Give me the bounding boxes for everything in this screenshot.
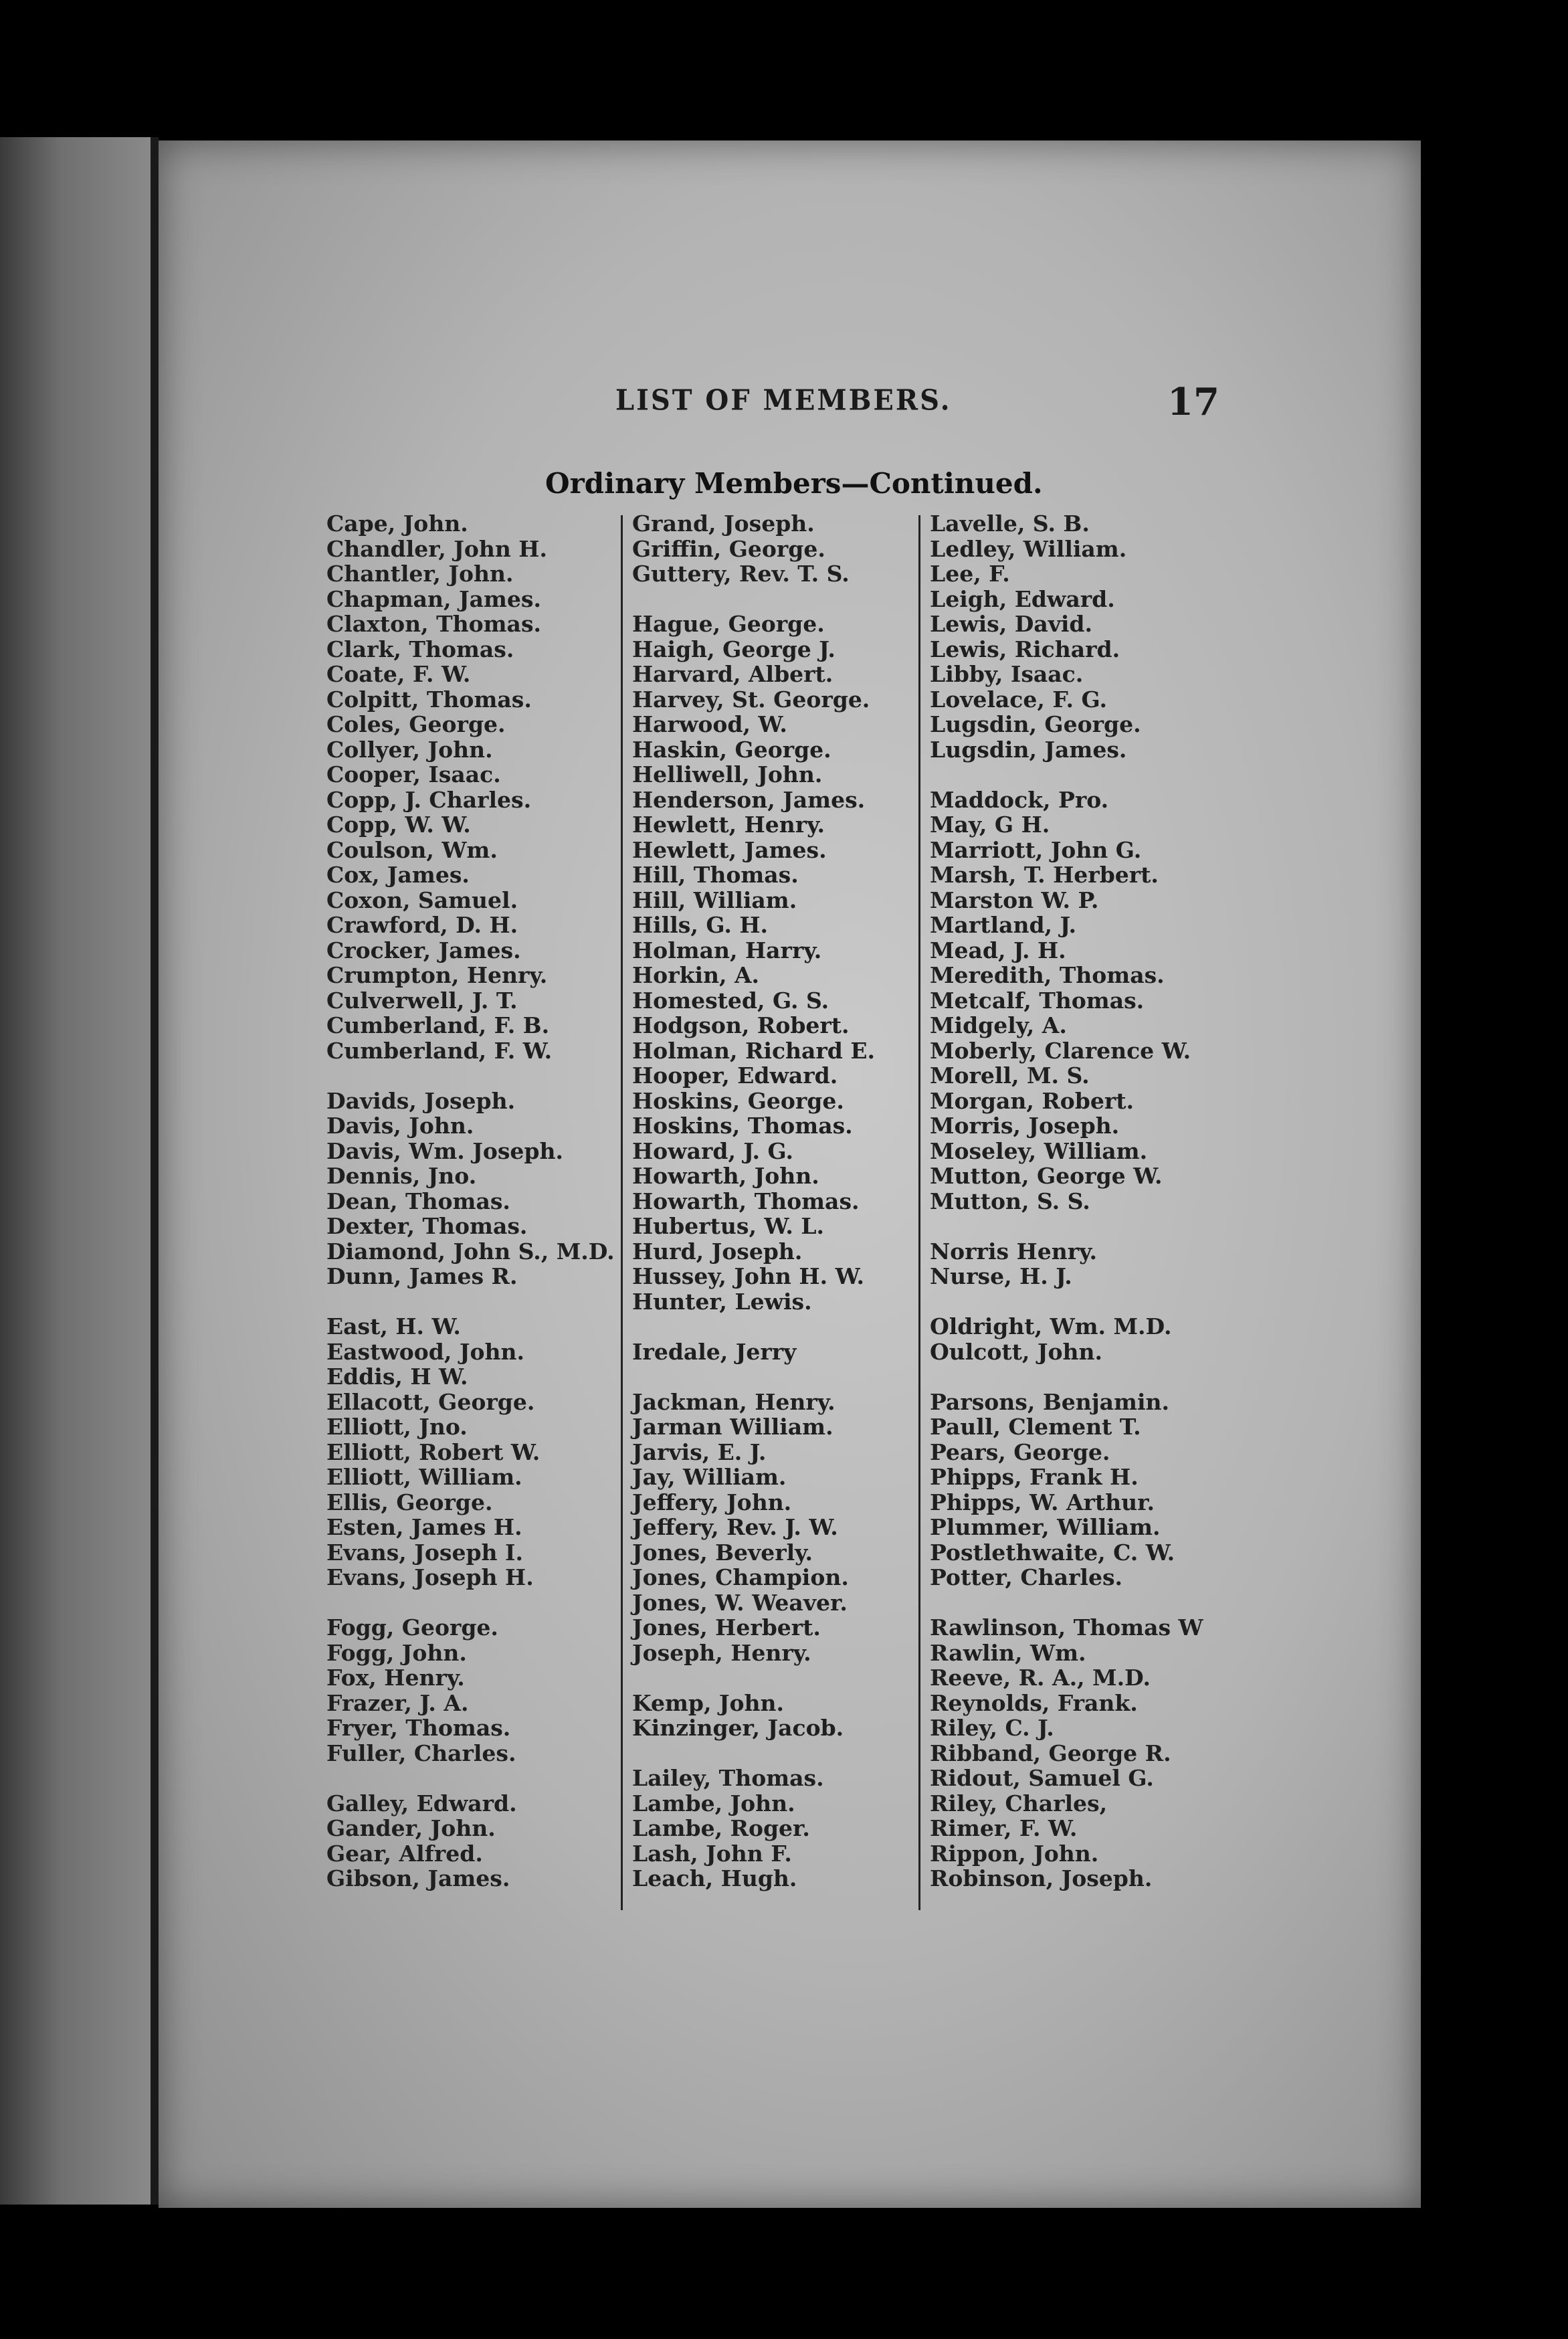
member-entry: Hunter, Lewis.: [632, 1288, 812, 1315]
member-entry: Eddis, H W.: [326, 1364, 468, 1390]
spacer: [632, 1314, 875, 1339]
member-entry: Lambe, John.: [632, 1790, 795, 1816]
member-entry: Gibson, James.: [326, 1865, 510, 1891]
member-entry: Hewlett, James.: [632, 836, 827, 863]
member-entry: Marsh, T. Herbert.: [930, 862, 1159, 888]
member-entry: Riley, C. J.: [930, 1715, 1054, 1741]
member-entry: Metcalf, Thomas.: [930, 987, 1145, 1014]
spacer: [930, 1364, 1203, 1390]
member-column-2: [632, 511, 875, 1891]
member-entry: Dennis, Jno.: [326, 1163, 477, 1189]
member-entry: Dunn, James R.: [326, 1263, 518, 1289]
member-entry: Fogg, John.: [326, 1639, 467, 1666]
member-column-3: [930, 511, 1203, 1891]
member-entry: Coles, George.: [326, 711, 506, 737]
member-column-1: [326, 511, 615, 1891]
member-entry: Lash, John F.: [632, 1840, 792, 1867]
member-entry: Galley, Edward.: [326, 1790, 517, 1816]
member-entry: Nurse, H. J.: [930, 1263, 1072, 1289]
member-entry: Plummer, William.: [930, 1514, 1161, 1540]
member-entry: Lee, F.: [930, 561, 1010, 587]
member-entry: Howarth, Thomas.: [632, 1188, 860, 1214]
member-entry: Hubertus, W. L.: [632, 1213, 825, 1239]
member-entry: Howarth, John.: [632, 1163, 819, 1189]
running-head: LIST OF MEMBERS.: [615, 383, 952, 417]
member-entry: Harwood, W.: [632, 711, 787, 737]
page-number: 17: [1167, 380, 1219, 424]
member-entry: Culverwell, J. T.: [326, 987, 518, 1014]
member-entry: Henderson, James.: [632, 786, 866, 813]
spacer: [326, 1590, 615, 1616]
member-entry: Fryer, Thomas.: [326, 1715, 511, 1741]
member-entry: Chapman, James.: [326, 585, 541, 612]
member-entry: Fox, Henry.: [326, 1665, 465, 1691]
member-entry: Martland, J.: [930, 912, 1077, 938]
member-entry: Eastwood, John.: [326, 1338, 524, 1365]
member-entry: Ellis, George.: [326, 1489, 493, 1515]
member-entry: Jay, William.: [632, 1464, 787, 1490]
member-entry: Grand, Joseph.: [632, 510, 815, 537]
member-entry: Joseph, Henry.: [632, 1639, 811, 1666]
member-entry: Coxon, Samuel.: [326, 886, 518, 913]
member-entry: Hill, William.: [632, 886, 797, 913]
member-entry: Chantler, John.: [326, 561, 514, 587]
member-entry: Libby, Isaac.: [930, 661, 1084, 687]
member-entry: Marriott, John G.: [930, 836, 1142, 863]
spacer: [632, 587, 875, 612]
member-entry: Cape, John.: [326, 510, 468, 537]
member-entry: Lewis, Richard.: [930, 636, 1120, 662]
member-entry: Harvey, St. George.: [632, 686, 870, 713]
member-entry: Lewis, David.: [930, 611, 1092, 637]
member-entry: Holman, Richard E.: [632, 1037, 876, 1064]
member-entry: Kinzinger, Jacob.: [632, 1715, 844, 1741]
member-entry: Cox, James.: [326, 862, 470, 888]
member-entry: Oldright, Wm. M.D.: [930, 1313, 1172, 1339]
member-entry: Ellacott, George.: [326, 1388, 535, 1415]
member-entry: Jones, Champion.: [632, 1564, 849, 1590]
member-entry: May, G H.: [930, 812, 1050, 838]
member-entry: Howard, J. G.: [632, 1137, 793, 1164]
member-entry: Claxton, Thomas.: [326, 611, 542, 637]
column-divider: [621, 515, 623, 1910]
member-entry: Clark, Thomas.: [326, 636, 514, 662]
member-entry: Holman, Harry.: [632, 937, 822, 963]
previous-page-edge: [0, 137, 151, 2205]
member-entry: Elliott, Robert W.: [326, 1438, 541, 1465]
member-entry: Jones, Herbert.: [632, 1614, 821, 1641]
member-entry: Postlethwaite, C. W.: [930, 1539, 1175, 1566]
member-entry: Chandler, John H.: [326, 535, 547, 562]
member-entry: Iredale, Jerry: [632, 1338, 797, 1365]
page-gutter: [151, 137, 159, 2205]
spacer: [632, 1741, 875, 1766]
spacer: [632, 1364, 875, 1390]
member-entry: Hussey, John H. W.: [632, 1263, 864, 1289]
member-entry: Rawlinson, Thomas W: [930, 1614, 1203, 1641]
member-entry: Jones, W. Weaver.: [632, 1589, 848, 1616]
member-entry: Meredith, Thomas.: [930, 962, 1165, 988]
member-entry: Fuller, Charles.: [326, 1740, 516, 1766]
member-entry: Horkin, A.: [632, 962, 760, 988]
member-entry: Hooper, Edward.: [632, 1062, 838, 1089]
member-entry: Morgan, Robert.: [930, 1087, 1134, 1114]
member-entry: Frazer, J. A.: [326, 1689, 469, 1716]
member-entry: Crawford, D. H.: [326, 912, 518, 938]
member-entry: Davis, John.: [326, 1113, 474, 1139]
member-entry: Hoskins, George.: [632, 1087, 844, 1114]
member-entry: Collyer, John.: [326, 736, 493, 763]
spacer: [326, 1289, 615, 1315]
member-entry: Lovelace, F. G.: [930, 686, 1107, 713]
member-entry: Diamond, John S., M.D.: [326, 1238, 615, 1265]
member-entry: Hurd, Joseph.: [632, 1238, 803, 1265]
member-entry: Helliwell, John.: [632, 761, 823, 787]
member-entry: Lambe, Roger.: [632, 1815, 810, 1841]
member-entry: Phipps, Frank H.: [930, 1464, 1139, 1490]
member-entry: Coulson, Wm.: [326, 836, 498, 863]
member-entry: Gear, Alfred.: [326, 1840, 483, 1867]
member-entry: Lavelle, S. B.: [930, 510, 1090, 537]
member-entry: Crumpton, Henry.: [326, 962, 548, 988]
member-entry: Homested, G. S.: [632, 987, 829, 1014]
member-entry: Crocker, James.: [326, 937, 521, 963]
member-entry: Maddock, Pro.: [930, 786, 1109, 813]
member-entry: Mutton, George W.: [930, 1163, 1163, 1189]
member-entry: Moberly, Clarence W.: [930, 1037, 1191, 1064]
member-entry: Lugsdin, George.: [930, 711, 1141, 737]
member-entry: Harvard, Albert.: [632, 661, 834, 687]
member-entry: Hoskins, Thomas.: [632, 1113, 853, 1139]
member-entry: Haskin, George.: [632, 736, 831, 763]
member-entry: Hill, Thomas.: [632, 862, 799, 888]
member-entry: Hague, George.: [632, 611, 825, 637]
member-entry: Morell, M. S.: [930, 1062, 1090, 1089]
member-entry: Evans, Joseph I.: [326, 1539, 523, 1566]
member-entry: Mead, J. H.: [930, 937, 1066, 963]
spacer: [930, 762, 1203, 787]
member-entry: Davids, Joseph.: [326, 1087, 516, 1114]
member-entry: Paull, Clement T.: [930, 1414, 1141, 1440]
member-entry: Griffin, George.: [632, 535, 825, 562]
member-entry: Morris, Joseph.: [930, 1113, 1120, 1139]
member-entry: Rawlin, Wm.: [930, 1639, 1086, 1666]
member-entry: Marston W. P.: [930, 886, 1099, 913]
member-entry: Robinson, Joseph.: [930, 1865, 1153, 1891]
member-entry: Norris Henry.: [930, 1238, 1097, 1265]
member-entry: Hodgson, Robert.: [632, 1012, 850, 1038]
member-entry: Rimer, F. W.: [930, 1815, 1078, 1841]
spacer: [326, 1063, 615, 1089]
member-entry: Phipps, W. Arthur.: [930, 1489, 1155, 1515]
member-entry: Jarman William.: [632, 1414, 834, 1440]
spacer: [326, 1766, 615, 1791]
spacer: [930, 1289, 1203, 1315]
member-entry: Coate, F. W.: [326, 661, 471, 687]
member-entry: Elliott, Jno.: [326, 1414, 468, 1440]
spacer: [930, 1590, 1203, 1616]
spacer: [930, 1214, 1203, 1239]
member-entry: Reynolds, Frank.: [930, 1689, 1138, 1716]
member-entry: Riley, Charles,: [930, 1790, 1108, 1816]
member-entry: Dean, Thomas.: [326, 1188, 510, 1214]
member-entry: Ribband, George R.: [930, 1740, 1171, 1766]
member-entry: Potter, Charles.: [930, 1564, 1123, 1590]
member-entry: Ledley, William.: [930, 535, 1127, 562]
member-entry: Dexter, Thomas.: [326, 1213, 528, 1239]
member-entry: Midgely, A.: [930, 1012, 1067, 1038]
member-entry: Parsons, Benjamin.: [930, 1388, 1169, 1415]
member-entry: Jones, Beverly.: [632, 1539, 813, 1566]
member-entry: Pears, George.: [930, 1438, 1110, 1465]
member-entry: Reeve, R. A., M.D.: [930, 1665, 1151, 1691]
member-entry: Hills, G. H.: [632, 912, 768, 938]
member-entry: Lailey, Thomas.: [632, 1765, 824, 1791]
member-entry: Guttery, Rev. T. S.: [632, 561, 850, 587]
member-entry: Mutton, S. S.: [930, 1188, 1090, 1214]
member-entry: Copp, W. W.: [326, 812, 471, 838]
member-entry: Esten, James H.: [326, 1514, 522, 1540]
column-divider: [918, 515, 920, 1910]
member-entry: Haigh, George J.: [632, 636, 836, 662]
member-entry: Kemp, John.: [632, 1689, 785, 1716]
member-entry: Lugsdin, James.: [930, 736, 1127, 763]
member-entry: Gander, John.: [326, 1815, 496, 1841]
section-title: Ordinary Members—Continued.: [545, 467, 1043, 500]
member-entry: Ridout, Samuel G.: [930, 1765, 1154, 1791]
member-entry: Fogg, George.: [326, 1614, 498, 1641]
member-entry: Oulcott, John.: [930, 1338, 1102, 1365]
member-entry: Jackman, Henry.: [632, 1388, 836, 1415]
member-entry: East, H. W.: [326, 1313, 461, 1339]
member-entry: Leigh, Edward.: [930, 585, 1115, 612]
member-entry: Cumberland, F. W.: [326, 1037, 553, 1064]
member-entry: Davis, Wm. Joseph.: [326, 1137, 563, 1164]
member-entry: Evans, Joseph H.: [326, 1564, 534, 1590]
member-entry: Colpitt, Thomas.: [326, 686, 532, 713]
member-entry: Cooper, Isaac.: [326, 761, 501, 787]
member-entry: Elliott, William.: [326, 1464, 522, 1490]
member-entry: Hewlett, Henry.: [632, 812, 825, 838]
member-entry: Rippon, John.: [930, 1840, 1099, 1867]
member-entry: Jarvis, E. J.: [632, 1438, 767, 1465]
member-entry: Copp, J. Charles.: [326, 786, 532, 813]
member-entry: Moseley, William.: [930, 1137, 1148, 1164]
member-entry: Leach, Hugh.: [632, 1865, 797, 1891]
member-entry: Cumberland, F. B.: [326, 1012, 550, 1038]
member-entry: Jeffery, Rev. J. W.: [632, 1514, 838, 1540]
spacer: [632, 1665, 875, 1691]
member-entry: Jeffery, John.: [632, 1489, 792, 1515]
